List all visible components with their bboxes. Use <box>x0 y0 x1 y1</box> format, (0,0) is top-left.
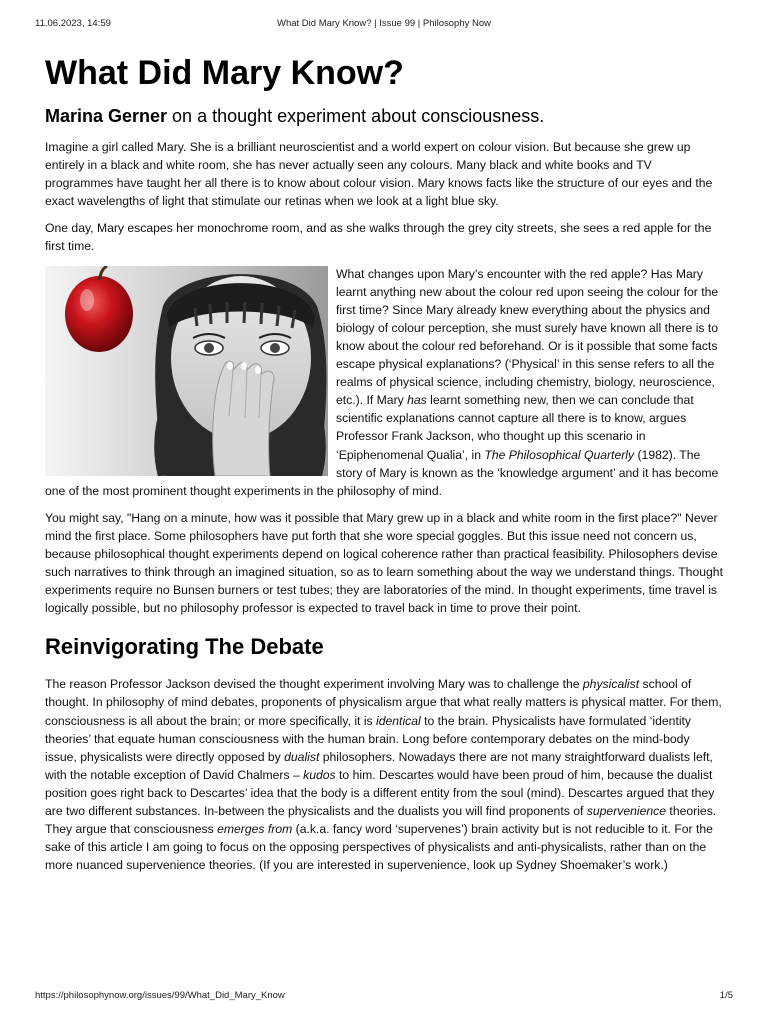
term-physicalist: physicalist <box>582 677 640 692</box>
term-kudos: kudos <box>303 767 336 782</box>
byline <box>45 104 723 128</box>
page-url[interactable]: https://philosophynow.org/issues/99/What_Did_Mary_Know <box>35 990 285 1001</box>
paragraph-2: One day, Mary escapes her monochrome room, and as she walks through the grey city streets, she sees a red apple for the first time. <box>45 221 712 254</box>
article <box>45 52 723 874</box>
p5-g: philosophers. Nowadays there are not many straightforward dualists left, with the notable exception of David Chalmers – <box>45 749 713 782</box>
p5-m: (a.k.a. fancy word ‘supervenes’) brain activity but is not reducible to it. For the sake of this article I am going to focus on the opposing perspectives of physicalists and anti-physicalists, rather than on the more nuanced supervenience theories. (If you are interested in supervenience, look up Sydney Shoemaker’s work.) <box>45 822 713 873</box>
print-page-title: What Did Mary Know? | Issue 99 | Philosophy Now <box>276 18 492 29</box>
p5-e: to the brain. Physicalists have formulated ‘identity theories’ that equate human consciousness with the human brain. Long before contemporary debates on the mind-body issue, physicalists were directly opposed by <box>45 713 692 764</box>
term-identical: identical <box>376 713 421 728</box>
paragraph-4: You might say, "Hang on a minute, how was it possible that Mary grew up in a black and white room in the first place?" Never mind the first place. Some philosophers have put forth that she wore special goggles. But this issue need not concern us, because philosophical thought experiments depend on logical coherence rather than practical feasibility. Philosophers devise such narratives to think through an imagined situation, so as to learn something about the way we understand things. Thought experiments require no Bunsen burners or test tubes; they are laboratories of the mind. In thought experiments, time travel is logically possible, but no philosophy professor is expected to travel back in time to prove their point. <box>45 510 723 616</box>
term-dualist: dualist <box>284 749 320 764</box>
print-footer <box>35 990 733 1004</box>
print-header <box>35 18 733 32</box>
article-title: What Did Mary Know? <box>45 54 404 92</box>
paragraph-1: Imagine a girl called Mary. She is a brilliant neuroscientist and a world expert on colour vision. But because she grew up entirely in a black and white room, she has never actually seen any colours. Many black and white books and TV programmes have taught her all there is to know about colour vision. Mary knows facts like the structure of our eyes and the exact wavelengths of light that stimulate our retinas when we look at a light blue sky. <box>45 140 713 209</box>
girl-with-red-apple-photo <box>45 266 328 476</box>
paragraph-3-part-e: (1982). The story of Mary is known as the ‘knowledge argument’ and it has become one of the most prominent thought experiments in the philosophy of mind. <box>45 447 719 498</box>
paragraph-3-part-a: What changes upon Mary’s encounter with the red apple? Has Mary learnt anything new about the colour red upon seeing the colour for the first time? Since Mary already knew everything about the physics and biology of colour perception, she must surely have known all there is to know about the colour red beforehand. Or is it possible that some facts escape physical explanations? (‘Physical’ in this sense refers to all the realms of physical science, including chemistry, biology, neuroscience, etc.). If Mary <box>336 266 719 408</box>
paragraph-3-emph-has: has <box>407 393 427 408</box>
paragraph-3 <box>45 265 723 500</box>
print-date: 11.06.2023, 14:59 <box>35 18 111 29</box>
p5-k: theories. They argue that consciousness <box>45 804 717 837</box>
p5-i: to him. Descartes would have been proud of him, because the dualist position goes right back to Descartes’ idea that the body is a different entity from the soul (mind). Descartes argued that they are two different substances. In-between the physicalists and the dualists you will find proponents of <box>45 767 715 818</box>
byline-subtitle: on a thought experiment about consciousness. <box>167 106 545 126</box>
p5-c: school of thought. In philosophy of mind debates, proponents of physicalism argue that what really matters is physical matter. For them, consciousness is all about the brain; or more specifically, it is <box>45 677 722 728</box>
term-supervenience: supervenience <box>586 804 667 818</box>
journal-title: The Philosophical Quarterly <box>484 447 635 462</box>
paragraph-5 <box>45 675 723 874</box>
term-emerges-from: emerges from <box>217 822 293 837</box>
p5-a: The reason Professor Jackson devised the thought experiment involving Mary was to challenge the <box>45 677 583 692</box>
paragraph-3-part-c: learnt something new, then we can conclude that scientific explanations cannot capture all there is to know, argues Professor Frank Jackson, who thought up this scenario in ‘Epiphenomenal Qualia’, in <box>336 393 694 462</box>
author-name[interactable]: Marina Gerner <box>45 106 168 126</box>
section-heading: Reinvigorating The Debate <box>45 634 324 660</box>
page-number: 1/5 <box>719 990 733 1001</box>
